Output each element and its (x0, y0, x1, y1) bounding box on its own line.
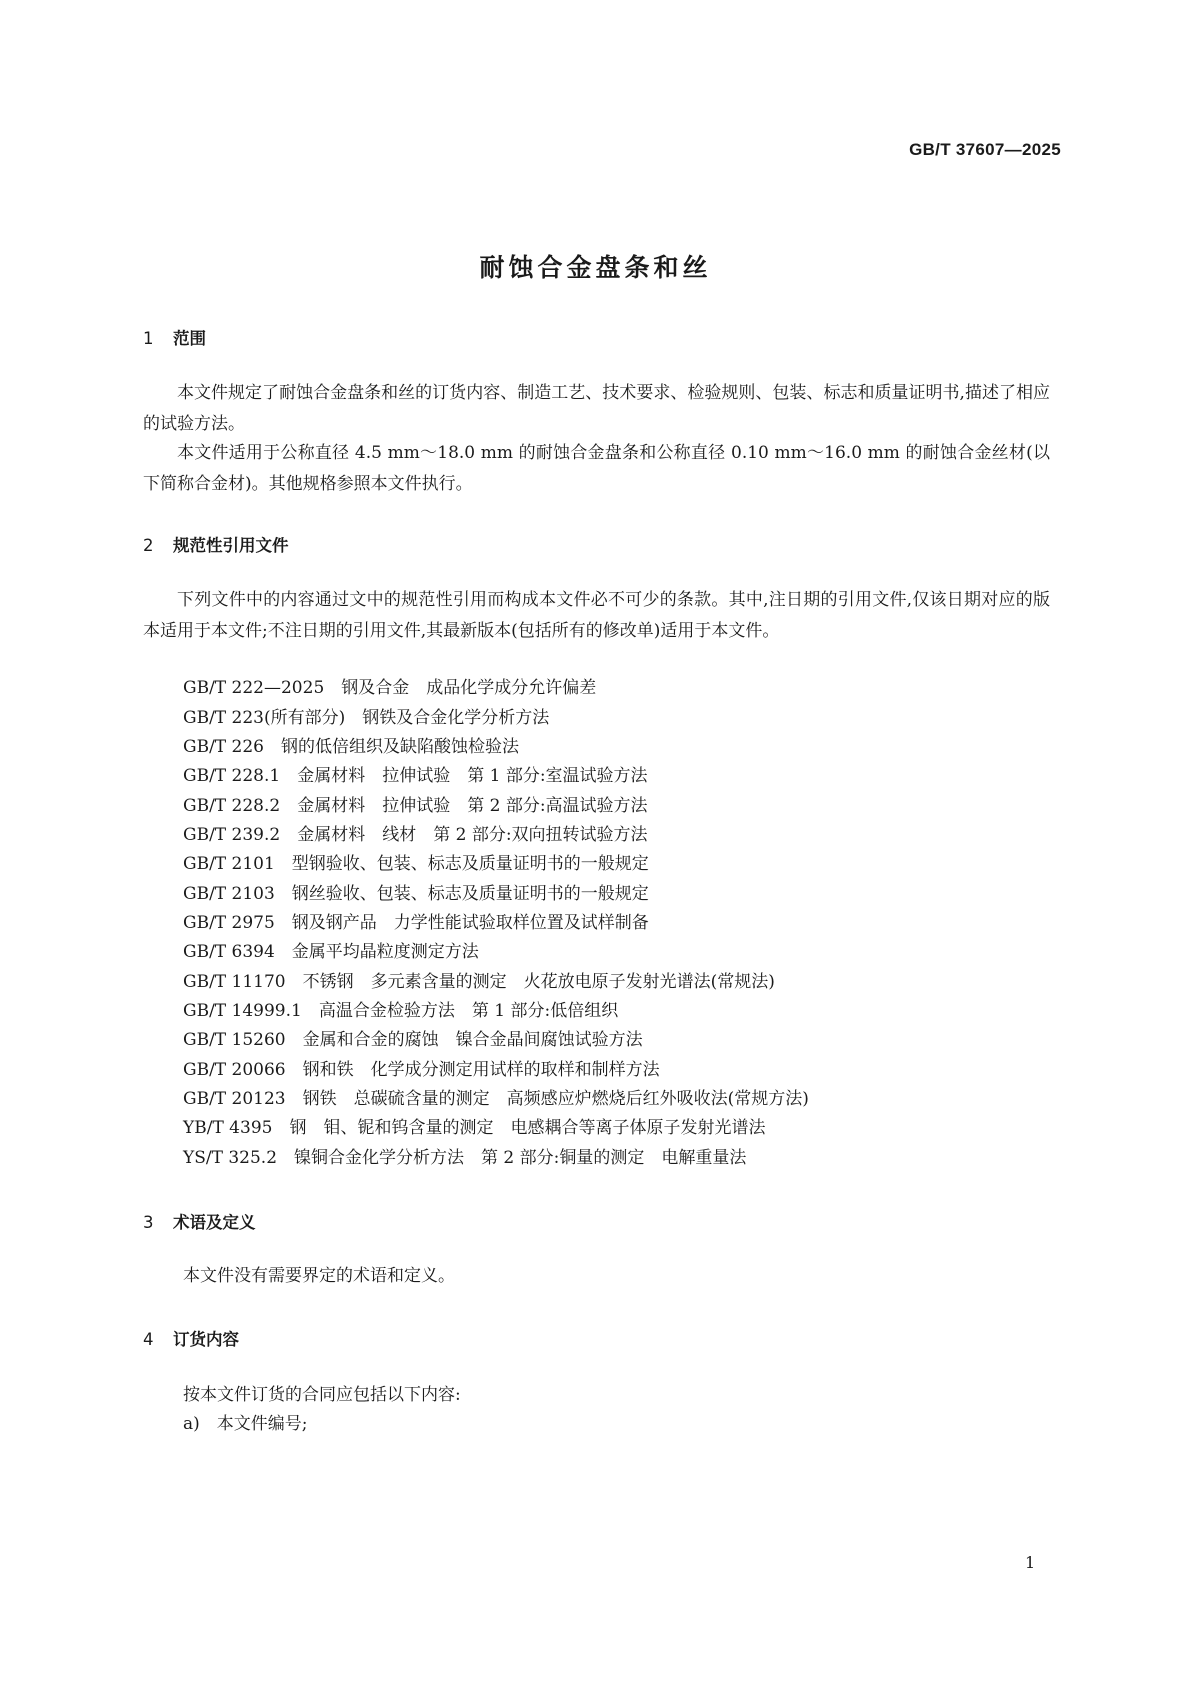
ordering-item-a: a) 本文件编号; (183, 1414, 308, 1434)
section-number: 2 (143, 536, 154, 555)
section-number: 1 (143, 329, 154, 348)
reference-item: GB/T 11170 不锈钢 多元素含量的测定 火花放电原子发射光谱法(常规法) (183, 972, 775, 992)
section-2-heading (143, 532, 289, 556)
section-title: 规范性引用文件 (173, 536, 289, 555)
reference-item: GB/T 15260 金属和合金的腐蚀 镍合金晶间腐蚀试验方法 (183, 1030, 643, 1050)
reference-item: GB/T 6394 金属平均晶粒度测定方法 (183, 942, 479, 962)
reference-item: GB/T 223(所有部分) 钢铁及合金化学分析方法 (183, 708, 550, 728)
section-3-heading (143, 1209, 256, 1233)
section-title: 范围 (173, 329, 206, 348)
references-intro-paragraph: 下列文件中的内容通过文中的规范性引用而构成本文件必不可少的条款。其中,注日期的引用文件,仅该日期对应的版本适用于本文件;不注日期的引用文件,其最新版本(包括所有的修改单)适用于本文件。 (143, 590, 1050, 641)
section-number: 3 (143, 1213, 154, 1232)
reference-item: GB/T 222—2025 钢及合金 成品化学成分允许偏差 (183, 678, 597, 698)
reference-item: GB/T 228.1 金属材料 拉伸试验 第 1 部分:室温试验方法 (183, 766, 648, 786)
section-number: 4 (143, 1330, 154, 1349)
reference-item: GB/T 2975 钢及钢产品 力学性能试验取样位置及试样制备 (183, 913, 649, 933)
reference-item: GB/T 14999.1 高温合金检验方法 第 1 部分:低倍组织 (183, 1001, 619, 1021)
standard-code: GB/T 37607—2025 (909, 140, 1061, 159)
reference-item: GB/T 239.2 金属材料 线材 第 2 部分:双向扭转试验方法 (183, 825, 648, 845)
document-title: 耐蚀合金盘条和丝 (479, 253, 712, 282)
ordering-intro: 按本文件订货的合同应包括以下内容: (183, 1385, 461, 1405)
scope-paragraph-1: 本文件规定了耐蚀合金盘条和丝的订货内容、制造工艺、技术要求、检验规则、包装、标志和质量证明书,描述了相应的试验方法。 (143, 383, 1050, 434)
section-title: 术语及定义 (173, 1213, 256, 1232)
reference-item: GB/T 228.2 金属材料 拉伸试验 第 2 部分:高温试验方法 (183, 796, 648, 816)
reference-item: YB/T 4395 钢 钼、铌和钨含量的测定 电感耦合等离子体原子发射光谱法 (183, 1118, 766, 1138)
section-4-heading (143, 1326, 239, 1350)
section-title: 订货内容 (173, 1330, 239, 1349)
reference-item: GB/T 2103 钢丝验收、包装、标志及质量证明书的一般规定 (183, 884, 649, 904)
section-1-heading (143, 325, 206, 349)
reference-item: GB/T 2101 型钢验收、包装、标志及质量证明书的一般规定 (183, 854, 649, 874)
reference-item: YS/T 325.2 镍铜合金化学分析方法 第 2 部分:铜量的测定 电解重量法 (183, 1148, 747, 1168)
page-number: 1 (1025, 1553, 1036, 1572)
terms-paragraph: 本文件没有需要界定的术语和定义。 (183, 1266, 455, 1286)
reference-item: GB/T 226 钢的低倍组织及缺陷酸蚀检验法 (183, 737, 519, 757)
scope-paragraph-2: 本文件适用于公称直径 4.5 mm～18.0 mm 的耐蚀合金盘条和公称直径 0.10 mm～16.0 mm 的耐蚀合金丝材(以下简称合金材)。其他规格参照本文件执行。 (143, 443, 1050, 494)
reference-item: GB/T 20066 钢和铁 化学成分测定用试样的取样和制样方法 (183, 1060, 660, 1080)
reference-item: GB/T 20123 钢铁 总碳硫含量的测定 高频感应炉燃烧后红外吸收法(常规方法) (183, 1089, 809, 1109)
